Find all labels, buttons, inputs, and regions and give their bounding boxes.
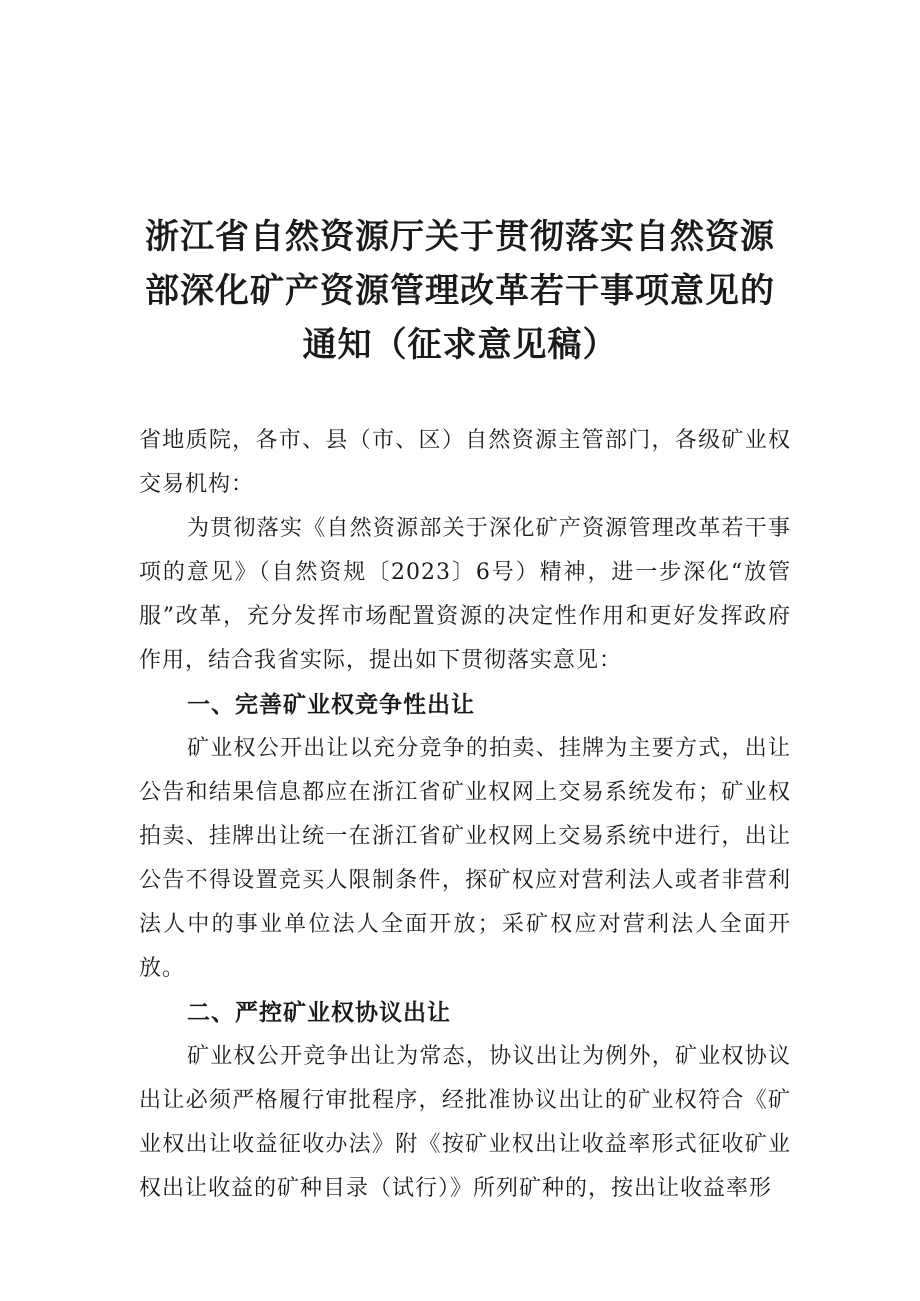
section-paragraph-2: 矿业权公开竞争出让为常态，协议出让为例外，矿业权协议出让必须严格履行审批程序，经批准协议出让的矿业权符合《矿业权出让收益征收办法》附《按矿业权出让收益率形式征收矿业权出让收益的矿种目录（试行）》所列矿种的，按出让收益率形	[139, 1044, 791, 1201]
section-heading-2: 二、严控矿业权协议出让	[187, 1000, 451, 1026]
salutation: 省地质院，各市、县（市、区）自然资源主管部门，各级矿业权交易机构：	[139, 428, 791, 497]
title-line-3: 通知（征求意见稿）	[302, 325, 618, 365]
section-paragraph-1: 矿业权公开出让以充分竞争的拍卖、挂牌为主要方式，出让公告和结果信息都应在浙江省矿业权网上交易系统发布；矿业权拍卖、挂牌出让统一在浙江省矿业权网上交易系统中进行，出让公告不得设置竞买人限制条件，探矿权应对营利法人或者非营利法人中的事业单位法人全面开放；采矿权应对营利法人全面开放。	[139, 736, 791, 981]
intro-paragraph: 为贯彻落实《自然资源部关于深化矿产资源管理改革若干事项的意见》（自然资规〔2023〕6号）精神，进一步深化“放管服”改革，充分发挥市场配置资源的决定性作用和更好发挥政府作用，结合我省实际，提出如下贯彻落实意见：	[139, 516, 791, 673]
title-line-2: 部深化矿产资源管理改革若干事项意见的	[145, 271, 775, 311]
title-line-1: 浙江省自然资源厅关于贯彻落实自然资源	[145, 217, 775, 257]
section-heading-1: 一、完善矿业权竞争性出让	[187, 692, 475, 718]
document-title	[120, 210, 800, 372]
document-body	[139, 419, 791, 1211]
